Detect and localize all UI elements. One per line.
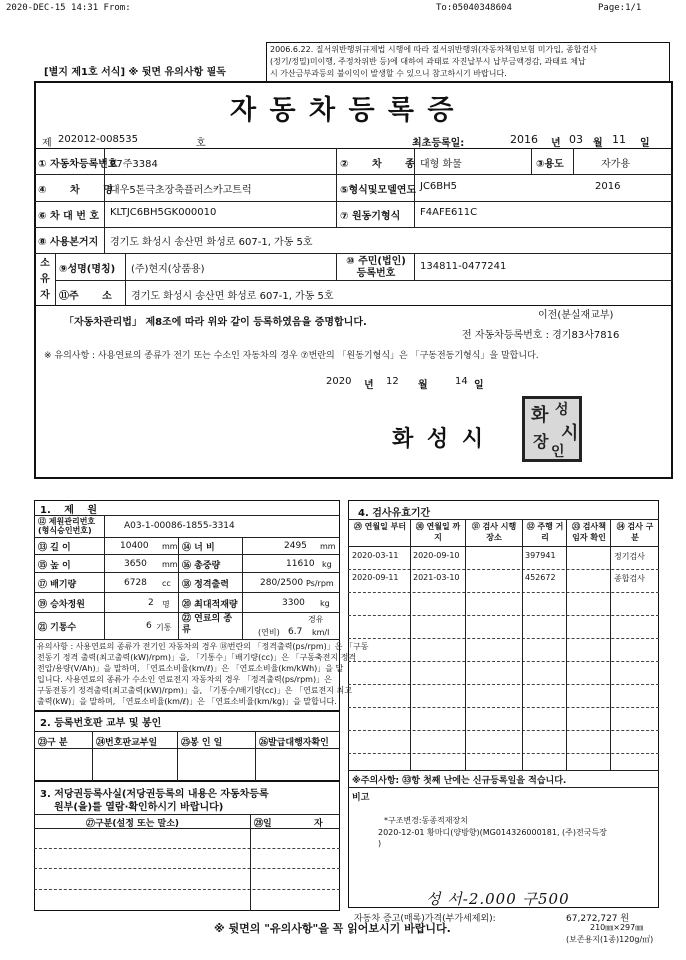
vehicle-type-label: ② 차 종 [340,159,415,170]
plate-col-issue-date: ㉔번호판교부일 [96,738,158,748]
first-reg-y-unit: 년 [551,138,561,149]
specs-note-2: 전동기 정격 출력(최고출력(kW)/rpm)」을, 「기통수」「배기량(cc)」은 「구동축전지 정격 [37,653,357,662]
issue-year: 2020 [326,376,352,387]
issue-month: 12 [386,376,399,387]
insp-col-to: ㉚ 연월일 까지 [415,522,461,542]
engine-label: ⑦ 원동기형식 [340,211,401,222]
remark-line-1: *구조변경:동종적재장치 [384,816,468,825]
specs-note-3: 전압/용량(V/Ah)」을 말하며, 「연료소비율(km/ℓ)」은 「연료소비율(km/kWh)」을 말 [37,664,344,673]
issue-day-unit: 일 [474,380,484,391]
cylinders-unit: 기통 [156,623,172,632]
notice-line-3: 시 가산금부과등의 불이익이 발생할 수 있으니 참고하시기 바랍니다. [270,69,507,78]
inspection-caution: ※주의사항: ㉝항 첫째 난에는 신규등록일을 적습니다. [352,776,567,786]
insp-row2-distance: 452672 [525,573,556,582]
doc-number: 202012-008535 [58,134,138,145]
plate-col-agent: ㉖발급대행자확인 [259,738,329,748]
height-value: 3650 [124,559,147,569]
paper-size: 210㎜×297㎜ [590,923,644,932]
insp-row1-from: 2020-03-11 [352,551,399,560]
cylinders-label: ㉑ 기통수 [38,623,77,633]
insp-row2-from: 2020-09-11 [352,573,399,582]
vehicle-name-value: 대우5톤극초장축플러스카고트럭 [110,185,252,196]
specs-note-6: 출력(kW)」을 말하며, 「연료소비율(km/ℓ)」은 「연료소비율(km/kg)」을 말합니다. [37,697,337,706]
displacement-value: 6728 [124,578,147,588]
owner-group-label: 소 유 자 [40,258,50,301]
issue-day: 14 [455,376,468,387]
power-value: 280/2500 [260,578,304,588]
official-seal: 화 성 시 장 인 [522,396,582,462]
remarks-label: 비고 [352,793,370,803]
mortgage-col-date-suffix: 자 [314,819,323,829]
specs-note-4: 입니다. 사용연료의 종류가 수소인 연료전지 자동차의 경우 「정격출력(ps/rpm)」은 [37,675,332,684]
remark-line-2: 2020-12-01 황마디(양방향)(MG014326000181, (주)전국득장 [378,828,607,837]
mortgage-title-1: 3. 저당권등록사실(저당권등록의 내용은 자동차등록 [40,789,269,800]
inspection-box [348,500,659,908]
doc-title: 자 동 차 등 록 증 [230,95,456,126]
insp-row1-distance: 397941 [525,551,556,560]
use-value: 자가용 [601,159,630,170]
first-reg-day: 11 [612,133,626,146]
issue-year-unit: 년 [364,380,374,391]
first-reg-label: 최초등록일: [412,138,465,149]
displacement-label: ⑰ 배기량 [38,580,77,590]
plate-title: 2. 등록번호판 교부 및 봉인 [40,718,162,729]
gross-weight-unit: kg [322,560,332,569]
fax-page: Page:1/1 [598,3,642,13]
fuel-note: ※ 유의사항 : 사용연료의 종류가 전기 또는 수소인 자동차의 경우 ⑦번란의 「원동기형식」은 「구동전동기형식」을 말합니다. [44,351,539,361]
doc-number-prefix: 제 [42,138,52,149]
doc-number-suffix: 호 [196,138,206,149]
prev-reg-no: 전 자동차등록번호 : 경기83사7816 [462,330,620,341]
width-unit: mm [320,542,336,551]
owner-id-value: 134811-0477241 [420,261,507,272]
inspection-title: 4. 검사유효기간 [358,508,431,519]
power-unit: Ps/rpm [306,579,334,588]
transfer-label: 이전(분실재교부) [538,310,614,321]
notice-box [266,42,670,82]
efficiency-label: (연비) [258,628,280,637]
garage-label: ⑧ 사용본거지 [38,237,99,248]
paper-type: (보존용지(1종)120g/㎡) [566,935,654,944]
insp-col-type: ㉞ 검사 구분 [616,522,654,542]
payload-unit: kg [320,599,330,608]
price-value: 67,272,727 원 [566,914,630,924]
owner-addr-value: 경기도 화성시 송산면 화성로 607-1, 가동 5호 [131,291,334,302]
remark-line-3: ) [378,839,382,848]
fuel-type-label: ㉒ 연료의 종류 [182,614,233,635]
plate-col-seal-date: ㉕봉 인 일 [181,738,223,748]
notice-line-2: (정기/정밀)미이행, 주정차위반 등)에 대하여 과태료 자진납부시 납부금액경감, 과태료 체납 [270,57,586,66]
mortgage-title-2: 원부(을)를 열람·확인하시기 바랍니다) [54,802,224,813]
insp-col-place: ㉛ 검사 시행장소 [471,522,517,542]
owner-name-value: (주)현지(상품용) [131,264,205,275]
use-label: ③용도 [536,159,564,170]
vin-value: KLTJC6BH5GK000010 [110,207,217,218]
spec-no-label: ⑫ 제원관리번호 (형식승인번호) [38,517,96,535]
notice-line-1: 2006.6.22. 질서위반행위규제법 시행에 따라 질서위반행위(자동차책임보험 미가입, 종합검사 [270,45,597,54]
length-value: 10400 [120,541,149,551]
owner-addr-label: ⑪주 소 [59,291,112,302]
efficiency-value: 6.7 [288,627,303,637]
specs-title: 1. 제 원 [40,505,98,516]
width-value: 2495 [284,541,307,551]
reg-no-label: ① 자동차등록번호 [38,159,118,170]
mortgage-col-type: ㉗구분(설정 또는 말소) [86,819,180,829]
insp-row1-type: 정기검사 [614,552,645,561]
vehicle-type-value: 대형 화물 [420,159,462,170]
cylinders-value: 6 [146,621,152,631]
model-year: 2016 [595,181,621,192]
mortgage-col-date: ㉘일 [254,819,272,829]
seats-value: 2 [148,598,154,608]
vehicle-name-label: ④ 차 명 [38,185,113,196]
model-label: ⑤형식및모델연도 [340,185,417,196]
height-label: ⑮ 높 이 [38,561,71,571]
payload-value: 3300 [282,598,305,608]
specs-note-1: 유의사항 : 사용연료의 종류가 전기인 자동차의 경우 ⑱번란의 「정격출력(ps/rpm)」은 「구동 [37,642,369,651]
engine-value: F4AFE611C [420,207,478,218]
insp-row2-to: 2021-03-10 [413,573,460,582]
gross-weight-value: 11610 [286,559,315,569]
power-label: ⑱ 정격출력 [182,580,229,590]
certify-text: 「자동차관리법」 제8조에 따라 위와 같이 등록하였음을 증명합니다. [64,317,367,328]
form-label: [별지 제1호 서식] ※ 뒷면 유의사항 필독 [44,67,226,78]
fax-to: To:05040348604 [436,3,512,13]
first-reg-m-unit: 월 [593,138,603,149]
owner-name-label: ⑨성명(명칭) [59,264,116,275]
spec-no-value: A03-1-00086-1855-3314 [124,521,235,531]
insp-row2-type: 종합검사 [614,574,645,583]
seats-label: ⑲ 승차정원 [38,600,85,610]
payload-label: ⑳ 최대적재량 [182,600,238,610]
efficiency-unit: km/l [312,628,330,637]
insp-col-from: ㉙ 연월일 부터 [353,522,407,531]
displacement-unit: cc [162,579,171,588]
plate-col-type: ㉓구 분 [38,738,68,748]
height-unit: mm [162,560,178,569]
length-unit: mm [162,542,178,551]
vin-label: ⑥ 차 대 번 호 [38,211,100,222]
insp-row1-to: 2020-09-10 [413,551,460,560]
price-label: 자동차 증고(매록)가격(부가세제외): [354,914,496,924]
issuer-name: 화 성 시 [392,426,487,452]
fuel-type-value: 경유 [308,615,324,624]
insp-col-inspector: ㉝ 검사책임자 확인 [572,522,606,542]
reg-no-value: 87주3384 [110,159,158,170]
back-notice: ※ 뒷면의 "유의사항"을 꼭 읽어보시기 바랍니다. [214,922,451,935]
fax-datetime: 2020-DEC-15 14:31 From: [6,3,131,13]
seats-unit: 명 [162,600,170,609]
first-reg-year: 2016 [510,133,538,146]
garage-value: 경기도 화성시 송산면 화성로 607-1, 가동 5호 [110,237,313,248]
width-label: ⑭ 너 비 [182,543,215,553]
handwritten-note: 성 서-2.000 구500 [426,890,570,908]
length-label: ⑬ 길 이 [38,543,71,553]
owner-id-label: ⑩ 주민(법인) 등록번호 [346,256,406,279]
first-reg-month: 03 [569,133,583,146]
gross-weight-label: ⑯ 총중량 [182,561,221,571]
issue-month-unit: 월 [418,380,428,391]
insp-col-distance: ㉜ 주행 거리 [526,522,564,542]
model-value: JC6BH5 [420,181,458,192]
first-reg-d-unit: 일 [640,138,650,149]
specs-note-5: 구동전동기 정격출력(최고출력(kW)/rpm)」을, 「기통수/배기량(cc)」은 「연료전지 최고 [37,686,352,695]
